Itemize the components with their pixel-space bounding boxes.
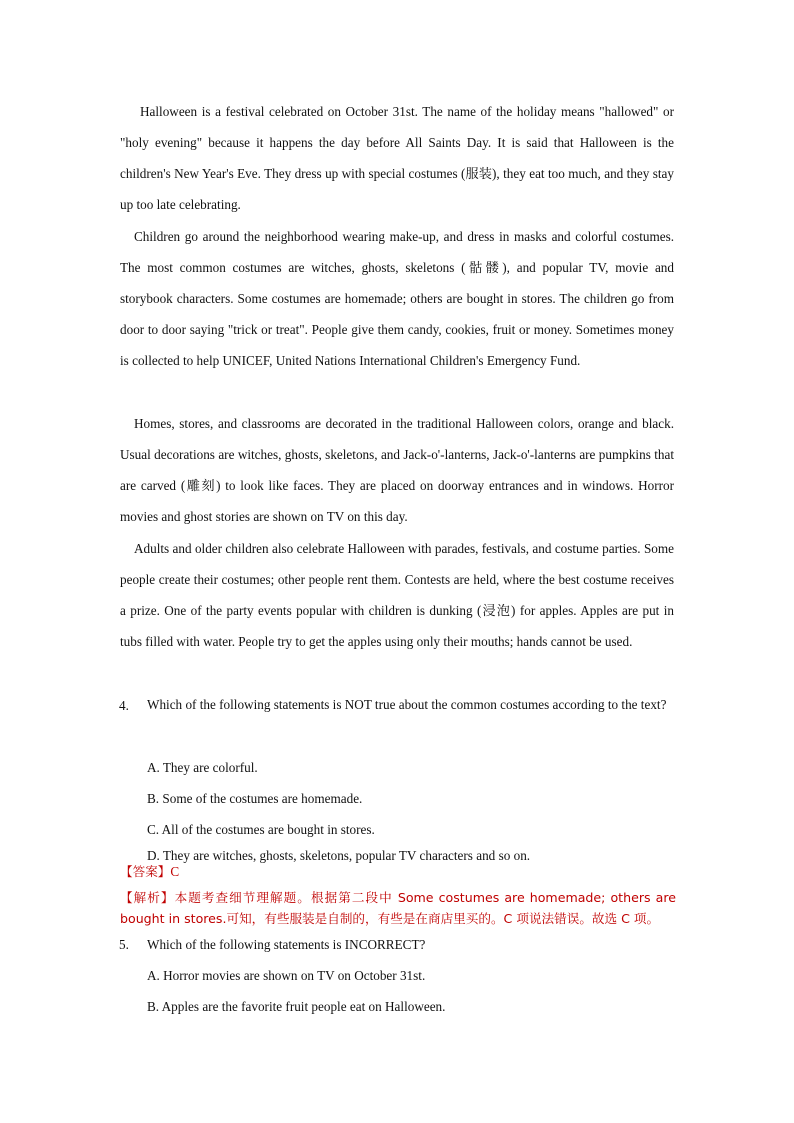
answer-line: [120, 862, 179, 882]
passage-paragraph-1: Halloween is a festival celebrated on October 31st. The name of the holiday means "hallowed" or "holy evening" because it happens the day before All Saints Day. It is said that Halloween is the children's New Year's Eve. They dress up with special costumes (服装), they eat too much, and they stay up too late celebrating.: [120, 104, 674, 212]
passage-paragraph-2: Children go around the neighborhood wearing make-up, and dress in masks and colorful costumes. The most common costumes are witches, ghosts, skeletons (骷髅), and popular TV, movie and storybook characters. Some costumes are homemade; others are bought in stores. The children go from door to door saying "trick or treat". People give them candy, cookies, fruit or money. Sometimes money is collected to help UNICEF, United Nations International Children's Emergency Fund.: [120, 229, 674, 368]
passage-paragraph-4: Adults and older children also celebrate Halloween with parades, festivals, and costume parties. Some people create their costumes; other people rent them. Contests are held, where the best costume receives a prize. One of the party events popular with children is dunking (浸泡) for apples. Apples are put in tubs filled with water. People try to get the apples using only their mouths; hands cannot be used.: [120, 541, 674, 649]
analysis-block: [120, 887, 676, 929]
option-c: C. All of the costumes are bought in stores.: [147, 822, 375, 837]
question-number: 5.: [119, 937, 129, 952]
analysis-label: 【解析】: [120, 890, 175, 905]
option-b: B. Some of the costumes are homemade.: [147, 791, 363, 806]
passage-paragraph-3: Homes, stores, and classrooms are decorated in the traditional Halloween colors, orange and black. Usual decorations are witches, ghosts, skeletons, and Jack-o'-lanterns, Jack-o'-lanterns are pumpkins that are carved (雕刻) to look like faces. They are placed on doorway entrances and in windows. Horror movies and ghost stories are shown on TV on this day.: [120, 416, 674, 524]
analysis-text: 本题考查细节理解题。根据第二段中 Some costumes are homemade; others are bought in stores.可知，有些服装是自制的，有些是在商店里买的。C 项说法错误。故选 C 项。: [120, 890, 676, 926]
option-a: A. Horror movies are shown on TV on October 31st.: [147, 968, 426, 983]
question-number: 4.: [119, 698, 129, 713]
question-text: Which of the following statements is INCORRECT?: [147, 937, 426, 952]
option-a: A. They are colorful.: [147, 760, 258, 775]
option-b: B. Apples are the favorite fruit people eat on Halloween.: [147, 999, 446, 1014]
option-d: D. They are witches, ghosts, skeletons, popular TV characters and so on.: [147, 848, 531, 863]
answer-value: C: [170, 864, 180, 879]
answer-label: 【答案】: [120, 864, 171, 879]
question-text: Which of the following statements is NOT true about the common costumes according to the text?: [147, 697, 667, 712]
